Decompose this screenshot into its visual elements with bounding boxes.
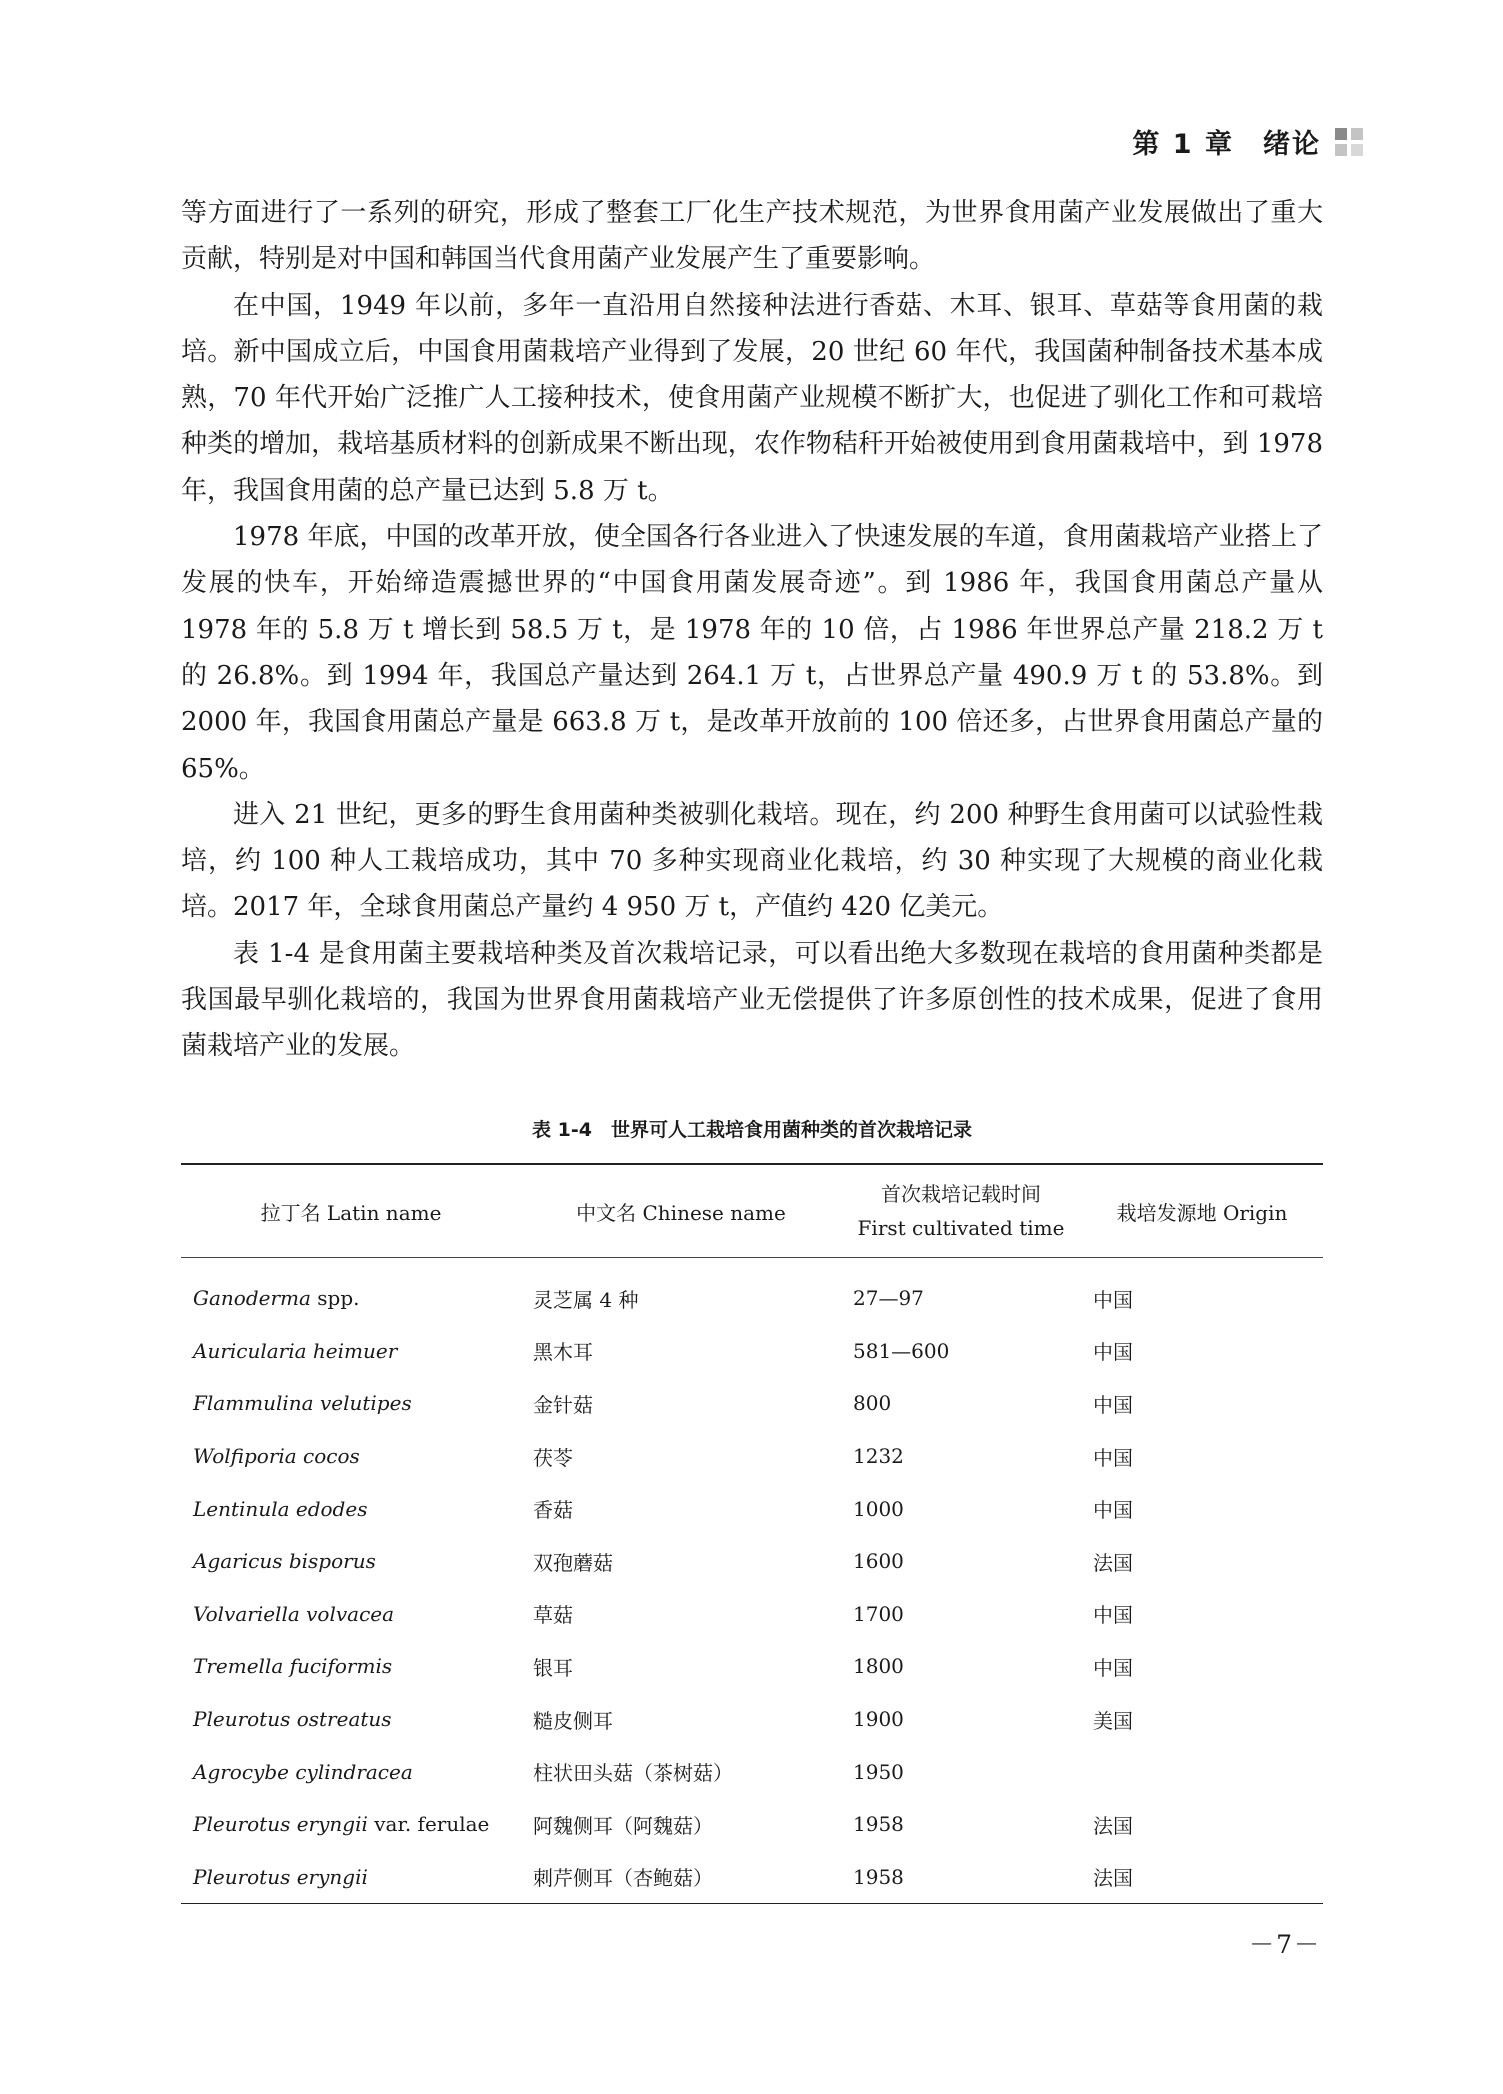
table-row: [181, 1640, 1323, 1693]
table-row: [181, 1430, 1323, 1483]
latin-cell: [181, 1798, 521, 1851]
running-header: [1132, 122, 1363, 161]
paragraph: 在中国，1949 年以前，多年一直沿用自然接种法进行香菇、木耳、银耳、草菇等食用菌的栽培。新中国成立后，中国食用菌栽培产业得到了发展，20 世纪 60 年代，我国菌种制备技术基本成熟，70 年代开始广泛推广人工接种技术，使食用菌产业规模不断扩大，也促进了驯化工作和可栽培种类的增加，栽培基质材料的创新成果不断出现，农作物秸秆开始被使用到食用菌栽培中，到 1978 年，我国食用菌的总产量已达到 5.8 万 t。: [181, 290, 1323, 506]
paragraph: 进入 21 世纪，更多的野生食用菌种类被驯化栽培。现在，约 200 种野生食用菌可以试验性栽培，约 100 种人工栽培成功，其中 70 多种实现商业化栽培，约 30 种实现了大规模的商业化栽培。2017 年，全球食用菌总产量约 4 950 万 t，产值约 420 亿美元。: [181, 799, 1323, 923]
origin-cell: 中国: [1093, 1498, 1133, 1523]
time-cell: 27—97: [853, 1286, 924, 1311]
table-row: [181, 1258, 1323, 1325]
latin-name: Ganoderma: [193, 1286, 311, 1311]
page-number: －7－: [1249, 1930, 1321, 1959]
origin-cell: 中国: [1093, 1287, 1133, 1312]
chinese-name-cell: 茯苓: [533, 1445, 573, 1470]
latin-cell: [181, 1325, 521, 1378]
origin-cell: 中国: [1093, 1392, 1133, 1417]
table-row: [181, 1377, 1323, 1430]
chinese-name-cell: 双孢蘑菇: [533, 1550, 613, 1575]
chinese-name-cell: 香菇: [533, 1498, 573, 1523]
time-cell: 800: [853, 1391, 892, 1416]
table-header-row: [181, 1164, 1323, 1258]
origin-cell: 中国: [1093, 1340, 1133, 1365]
header-time: [841, 1164, 1081, 1258]
origin-cell: 美国: [1093, 1708, 1133, 1733]
header-origin: 栽培发源地 Origin: [1116, 1200, 1288, 1225]
chinese-name-cell: 阿魏侧耳（阿魏菇）: [533, 1813, 713, 1838]
table-row: [181, 1482, 1323, 1535]
time-cell: 1958: [853, 1812, 904, 1837]
origin-cell: [1081, 1745, 1323, 1798]
time-cell: 1900: [853, 1707, 904, 1732]
latin-name: Agaricus bisporus: [193, 1549, 376, 1574]
body-text: [181, 190, 1323, 1070]
latin-cell: [181, 1430, 521, 1483]
table-row: [181, 1588, 1323, 1641]
latin-name: Tremella fuciformis: [193, 1654, 393, 1679]
latin-cell: [181, 1640, 521, 1693]
cultivation-table: [181, 1163, 1323, 1904]
time-cell: 1232: [853, 1444, 904, 1469]
latin-cell: [181, 1693, 521, 1746]
latin-name: Pleurotus ostreatus: [193, 1707, 392, 1732]
chapter-title: 第 1 章 绪论: [1132, 129, 1321, 160]
latin-name: Pleurotus eryngii: [193, 1864, 368, 1889]
origin-cell: 法国: [1093, 1813, 1133, 1838]
origin-cell: 中国: [1093, 1655, 1133, 1680]
time-cell: 1800: [853, 1654, 904, 1679]
header-ornament-icon: [1335, 128, 1363, 156]
table-row: [181, 1693, 1323, 1746]
time-cell: 1000: [853, 1496, 904, 1521]
table-row: [181, 1535, 1323, 1588]
latin-name: Volvariella volvacea: [193, 1601, 395, 1626]
latin-cell: [181, 1258, 521, 1325]
origin-cell: 法国: [1093, 1550, 1133, 1575]
origin-cell: 中国: [1093, 1445, 1133, 1470]
latin-cell: [181, 1745, 521, 1798]
origin-cell: 法国: [1093, 1866, 1133, 1891]
time-cell: 1700: [853, 1601, 904, 1626]
paragraph: 1978 年底，中国的改革开放，使全国各行各业进入了快速发展的车道，食用菌栽培产业搭上了发展的快车，开始缔造震撼世界的“中国食用菌发展奇迹”。到 1986 年，我国食用菌总产量从 1978 年的 5.8 万 t 增长到 58.5 万 t，是 1978 年的 10 倍，占 1986 年世界总产量 218.2 万 t 的 26.8%。到 1994 年，我国总产量达到 264.1 万 t，占世界总产量 490.9 万 t 的 53.8%。到 2000 年，我国食用菌总产量是 663.8 万 t，是改革开放前的 100 倍还多，占世界食用菌总产量的 65%。: [181, 522, 1323, 784]
time-cell: 1958: [853, 1864, 904, 1889]
header-latin: 拉丁名 Latin name: [260, 1200, 442, 1225]
latin-cell: [181, 1482, 521, 1535]
table-row: [181, 1798, 1323, 1851]
table-row: [181, 1851, 1323, 1904]
chinese-name-cell: 糙皮侧耳: [533, 1708, 613, 1733]
latin-name: Lentinula edodes: [193, 1496, 368, 1521]
chinese-name-cell: 草菇: [533, 1603, 573, 1628]
chinese-name-cell: 灵芝属 4 种: [533, 1287, 639, 1312]
latin-name: Flammulina velutipes: [193, 1391, 412, 1416]
latin-name: Agrocybe cylindracea: [193, 1759, 413, 1784]
time-cell: 581—600: [853, 1338, 950, 1363]
header-chinese: 中文名 Chinese name: [576, 1200, 786, 1225]
paragraph: 等方面进行了一系列的研究，形成了整套工厂化生产技术规范，为世界食用菌产业发展做出了重大贡献，特别是对中国和韩国当代食用菌产业发展产生了重要影响。: [181, 198, 1323, 275]
header-time-en: First cultivated time: [857, 1216, 1065, 1240]
latin-name: Wolfiporia cocos: [193, 1444, 360, 1469]
time-cell: 1950: [853, 1759, 904, 1784]
chinese-name-cell: 柱状田头菇（茶树菇）: [533, 1761, 733, 1786]
latin-name: Auricularia heimuer: [193, 1338, 398, 1363]
latin-cell: [181, 1535, 521, 1588]
table-caption: 表 1-4 世界可人工栽培食用菌种类的首次栽培记录: [532, 1119, 972, 1141]
chinese-name-cell: 银耳: [533, 1655, 573, 1680]
chinese-name-cell: 黑木耳: [533, 1340, 593, 1365]
latin-name-suffix: spp.: [310, 1286, 360, 1311]
latin-name-suffix: var. ferulae: [367, 1812, 490, 1837]
chinese-name-cell: 金针菇: [533, 1392, 593, 1417]
latin-cell: [181, 1851, 521, 1904]
latin-cell: [181, 1377, 521, 1430]
chinese-name-cell: 刺芹侧耳（杏鲍菇）: [533, 1866, 713, 1891]
time-cell: 1600: [853, 1549, 904, 1574]
paragraph: 表 1-4 是食用菌主要栽培种类及首次栽培记录，可以看出绝大多数现在栽培的食用菌种类都是我国最早驯化栽培的，我国为世界食用菌栽培产业无偿提供了许多原创性的技术成果，促进了食用菌栽培产业的发展。: [181, 938, 1323, 1062]
table-row: [181, 1745, 1323, 1798]
latin-cell: [181, 1588, 521, 1641]
origin-cell: 中国: [1093, 1603, 1133, 1628]
latin-name: Pleurotus eryngii: [193, 1812, 368, 1837]
header-time-cn: 首次栽培记载时间: [881, 1182, 1041, 1206]
table-row: [181, 1325, 1323, 1378]
